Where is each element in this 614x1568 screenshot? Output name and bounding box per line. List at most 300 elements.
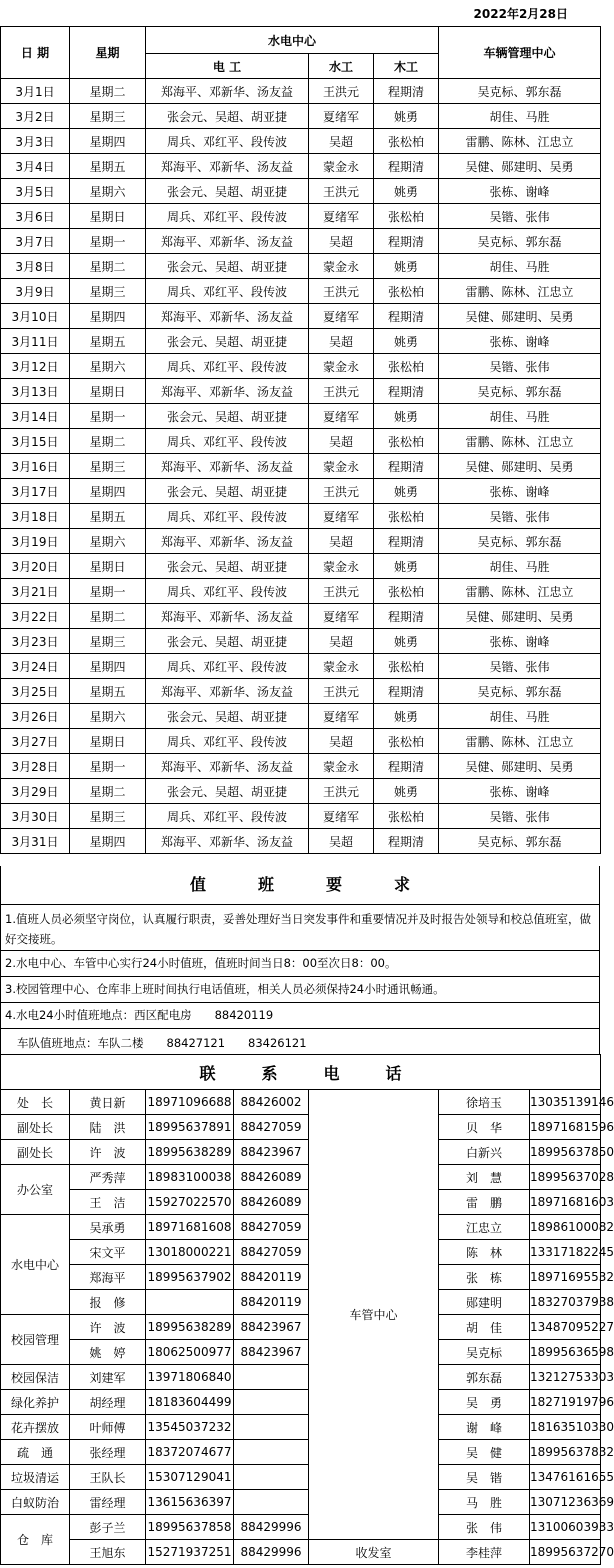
electrician-column-header: 电 工 (146, 54, 309, 79)
date-cell: 3月25日 (1, 679, 70, 704)
vehicle-cell: 张栋、谢峰 (439, 179, 601, 204)
contact-mobile: 18995637891 (146, 1115, 234, 1140)
date-cell: 3月27日 (1, 729, 70, 754)
contact-mobile: 15307129041 (146, 1465, 234, 1490)
electrician-cell: 张会元、吴超、胡亚捷 (146, 779, 309, 804)
date-cell: 3月3日 (1, 129, 70, 154)
plumber-cell: 蒙金永 (309, 154, 374, 179)
contact-office-phone: 88423967 (234, 1315, 309, 1340)
schedule-row (1, 779, 601, 804)
date-cell: 3月28日 (1, 754, 70, 779)
schedule-row (1, 629, 601, 654)
contact-office-phone: 88423967 (234, 1340, 309, 1365)
duty-requirements (0, 866, 600, 1055)
schedule-row (1, 579, 601, 604)
contact-name: 王队长 (70, 1465, 146, 1490)
plumber-cell: 王洪元 (309, 279, 374, 304)
contact-name: 胡 佳 (439, 1315, 530, 1340)
weekday-cell: 星期四 (70, 304, 146, 329)
contact-name: 白新兴 (439, 1140, 530, 1165)
schedule-row (1, 729, 601, 754)
electrician-cell: 张会元、吴超、胡亚捷 (146, 629, 309, 654)
date-cell: 3月7日 (1, 229, 70, 254)
weekday-cell: 星期五 (70, 679, 146, 704)
electrician-cell: 郑海平、邓新华、汤友益 (146, 379, 309, 404)
plumber-cell: 蒙金永 (309, 454, 374, 479)
weekday-cell: 星期三 (70, 629, 146, 654)
date-cell: 3月18日 (1, 504, 70, 529)
schedule-row (1, 404, 601, 429)
contact-office-phone: 88427059 (234, 1240, 309, 1265)
schedule-row (1, 754, 601, 779)
electrician-cell: 郑海平、邓新华、汤友益 (146, 454, 309, 479)
weekday-cell: 星期日 (70, 554, 146, 579)
contact-name: 张经理 (70, 1440, 146, 1465)
weekday-cell: 星期二 (70, 604, 146, 629)
contact-name: 吴克标 (439, 1340, 530, 1365)
vehicle-cell: 吴锴、张伟 (439, 504, 601, 529)
contact-mobile: 13071236369 (530, 1490, 601, 1515)
date-cell: 3月26日 (1, 704, 70, 729)
date-cell: 3月22日 (1, 604, 70, 629)
plumber-cell: 吴超 (309, 229, 374, 254)
weekday-cell: 星期一 (70, 404, 146, 429)
date-cell: 3月20日 (1, 554, 70, 579)
date-cell: 3月30日 (1, 804, 70, 829)
contact-mobile: 18986100082 (530, 1215, 601, 1240)
contact-row (1, 1290, 601, 1315)
carpenter-cell: 姚勇 (374, 404, 439, 429)
schedule-row (1, 679, 601, 704)
carpenter-cell: 姚勇 (374, 479, 439, 504)
electrician-cell: 郑海平、邓新华、汤友益 (146, 154, 309, 179)
plumber-cell: 王洪元 (309, 179, 374, 204)
contact-mobile: 13317182245 (530, 1240, 601, 1265)
contact-name: 雷经理 (70, 1490, 146, 1515)
plumber-cell: 蒙金永 (309, 354, 374, 379)
contact-mobile: 18183604499 (146, 1390, 234, 1415)
contact-mobile: 15271937251 (146, 1540, 234, 1565)
contact-mobile: 18163510330 (530, 1415, 601, 1440)
plumber-cell: 夏绪军 (309, 404, 374, 429)
contact-name: 张 伟 (439, 1515, 530, 1540)
plumber-cell: 吴超 (309, 329, 374, 354)
contact-name: 马 胜 (439, 1490, 530, 1515)
contact-name: 江忠立 (439, 1215, 530, 1240)
schedule-row (1, 279, 601, 304)
schedule-row (1, 479, 601, 504)
vehicle-cell: 胡佳、马胜 (439, 704, 601, 729)
contact-mobile: 13545037232 (146, 1415, 234, 1440)
contact-name: 郑海平 (70, 1265, 146, 1290)
carpenter-cell: 张松柏 (374, 729, 439, 754)
electrician-cell: 周兵、邓红平、段传波 (146, 204, 309, 229)
contact-name: 陈 林 (439, 1240, 530, 1265)
schedule-row (1, 429, 601, 454)
contacts-table (0, 1054, 614, 1565)
schedule-date: 2022年2月28日 (473, 7, 568, 21)
contact-mobile: 18971681603 (530, 1190, 601, 1215)
contact-mobile: 13212753303 (530, 1365, 601, 1390)
date-cell: 3月14日 (1, 404, 70, 429)
department-cell: 白蚁防治 (1, 1490, 70, 1515)
weekday-cell: 星期四 (70, 654, 146, 679)
electrician-cell: 张会元、吴超、胡亚捷 (146, 329, 309, 354)
electrician-cell: 郑海平、邓新华、汤友益 (146, 604, 309, 629)
schedule-row (1, 654, 601, 679)
carpenter-cell: 程期清 (374, 154, 439, 179)
date-cell: 3月19日 (1, 529, 70, 554)
contact-name: 贝 华 (439, 1115, 530, 1140)
electrician-cell: 郑海平、邓新华、汤友益 (146, 304, 309, 329)
electrician-cell: 张会元、吴超、胡亚捷 (146, 404, 309, 429)
vehicle-cell: 吴锴、张伟 (439, 804, 601, 829)
electrician-cell: 张会元、吴超、胡亚捷 (146, 554, 309, 579)
contact-name: 谢 峰 (439, 1415, 530, 1440)
carpenter-cell: 姚勇 (374, 104, 439, 129)
contact-name: 许 波 (70, 1315, 146, 1340)
contact-mobile: 18995637270 (530, 1540, 601, 1565)
plumber-cell: 吴超 (309, 829, 374, 854)
contacts-title-row (1, 1055, 601, 1090)
vehicle-cell: 雷鹏、陈林、江忠立 (439, 579, 601, 604)
carpenter-cell: 张松柏 (374, 279, 439, 304)
contact-name: 王 洁 (70, 1190, 146, 1215)
date-cell: 3月6日 (1, 204, 70, 229)
schedule-row (1, 304, 601, 329)
contact-name: 许 波 (70, 1140, 146, 1165)
contact-office-phone (234, 1390, 309, 1415)
contact-name: 李桂萍 (439, 1540, 530, 1565)
contact-name: 吴 锴 (439, 1465, 530, 1490)
contact-row (1, 1465, 601, 1490)
weekday-cell: 星期二 (70, 79, 146, 104)
contact-row (1, 1515, 601, 1540)
vehicle-center-dept: 车管中心 (309, 1090, 439, 1540)
contact-mobile: 18971096688 (146, 1090, 234, 1115)
carpenter-cell: 姚勇 (374, 254, 439, 279)
electrician-cell: 郑海平、邓新华、汤友益 (146, 79, 309, 104)
contact-mobile (146, 1290, 234, 1315)
plumber-cell: 吴超 (309, 629, 374, 654)
date-cell: 3月17日 (1, 479, 70, 504)
contact-office-phone: 88429996 (234, 1540, 309, 1565)
weekday-cell: 星期六 (70, 529, 146, 554)
contact-office-phone (234, 1415, 309, 1440)
contact-row (1, 1440, 601, 1465)
date-column-header: 日 期 (1, 27, 70, 79)
vehicle-cell: 雷鹏、陈林、江忠立 (439, 429, 601, 454)
weekday-cell: 星期四 (70, 479, 146, 504)
plumber-cell: 王洪元 (309, 479, 374, 504)
schedule-row (1, 104, 601, 129)
schedule-row (1, 79, 601, 104)
date-cell: 3月4日 (1, 154, 70, 179)
contact-mobile: 13476161655 (530, 1465, 601, 1490)
schedule-row (1, 379, 601, 404)
contact-row (1, 1215, 601, 1240)
contact-name: 王旭东 (70, 1540, 146, 1565)
schedule-row (1, 454, 601, 479)
schedule-row (1, 229, 601, 254)
contact-row (1, 1265, 601, 1290)
electrician-cell: 郑海平、邓新华、汤友益 (146, 829, 309, 854)
date-cell: 3月11日 (1, 329, 70, 354)
department-cell: 处 长 (1, 1090, 70, 1115)
schedule-row (1, 154, 601, 179)
schedule-row (1, 204, 601, 229)
department-cell: 副处长 (1, 1115, 70, 1140)
date-cell: 3月21日 (1, 579, 70, 604)
weekday-cell: 星期一 (70, 579, 146, 604)
contact-office-phone (234, 1365, 309, 1390)
electrician-cell: 张会元、吴超、胡亚捷 (146, 104, 309, 129)
vehicle-cell: 吴克标、郭东磊 (439, 529, 601, 554)
contact-row (1, 1340, 601, 1365)
water-electric-group-header: 水电中心 (146, 27, 439, 54)
electrician-cell: 郑海平、邓新华、汤友益 (146, 529, 309, 554)
plumber-cell: 夏绪军 (309, 204, 374, 229)
contact-row (1, 1390, 601, 1415)
weekday-cell: 星期四 (70, 129, 146, 154)
schedule-row (1, 529, 601, 554)
contact-row (1, 1140, 601, 1165)
plumber-cell: 吴超 (309, 429, 374, 454)
schedule-row (1, 254, 601, 279)
carpenter-cell: 程期清 (374, 604, 439, 629)
electrician-cell: 周兵、邓红平、段传波 (146, 729, 309, 754)
carpenter-cell: 程期清 (374, 829, 439, 854)
carpenter-cell: 张松柏 (374, 129, 439, 154)
contact-office-phone: 88423967 (234, 1140, 309, 1165)
contact-name: 报 修 (70, 1290, 146, 1315)
contact-mobile: 15927022570 (146, 1190, 234, 1215)
plumber-cell: 夏绪军 (309, 304, 374, 329)
contact-row (1, 1090, 601, 1115)
contact-mobile: 13971806840 (146, 1365, 234, 1390)
vehicle-cell: 吴健、郧建明、吴勇 (439, 604, 601, 629)
carpenter-cell: 姚勇 (374, 629, 439, 654)
vehicle-cell: 张栋、谢峰 (439, 629, 601, 654)
contact-office-phone (234, 1440, 309, 1465)
fleet-duty-note: 车队值班地点：车队二楼 88427121 83426121 (17, 1036, 307, 1050)
carpenter-cell: 张松柏 (374, 804, 439, 829)
schedule-row (1, 504, 601, 529)
vehicle-cell: 张栋、谢峰 (439, 329, 601, 354)
contact-office-phone: 88426002 (234, 1090, 309, 1115)
contact-office-phone (234, 1465, 309, 1490)
contact-mobile: 18995638289 (146, 1315, 234, 1340)
plumber-cell: 夏绪军 (309, 704, 374, 729)
plumber-column-header: 水工 (309, 54, 374, 79)
contact-mobile: 18995637902 (146, 1265, 234, 1290)
contact-office-phone: 88426089 (234, 1165, 309, 1190)
electrician-cell: 周兵、邓红平、段传波 (146, 654, 309, 679)
vehicle-cell: 吴克标、郭东磊 (439, 379, 601, 404)
contact-name: 张 栋 (439, 1265, 530, 1290)
contact-row (1, 1115, 601, 1140)
date-cell: 3月16日 (1, 454, 70, 479)
date-cell: 3月1日 (1, 79, 70, 104)
weekday-column-header: 星期 (70, 27, 146, 79)
carpenter-cell: 程期清 (374, 79, 439, 104)
vehicle-cell: 吴健、郧建明、吴勇 (439, 754, 601, 779)
vehicle-cell: 张栋、谢峰 (439, 779, 601, 804)
contact-office-phone: 88426089 (234, 1190, 309, 1215)
carpenter-cell: 程期清 (374, 679, 439, 704)
date-cell: 3月12日 (1, 354, 70, 379)
contact-name: 郭东磊 (439, 1365, 530, 1390)
date-cell: 3月5日 (1, 179, 70, 204)
carpenter-cell: 张松柏 (374, 504, 439, 529)
weekday-cell: 星期三 (70, 454, 146, 479)
plumber-cell: 吴超 (309, 729, 374, 754)
department-cell: 校园管理 (1, 1315, 70, 1365)
requirement-item: 2.水电中心、车管中心实行24小时值班，值班时间当日8：00至次日8：00。 (1, 951, 599, 977)
department-cell: 垃圾清运 (1, 1465, 70, 1490)
contact-office-phone: 88427059 (234, 1115, 309, 1140)
electrician-cell: 张会元、吴超、胡亚捷 (146, 179, 309, 204)
contact-mobile: 18995637832 (530, 1440, 601, 1465)
plumber-cell: 蒙金永 (309, 254, 374, 279)
weekday-cell: 星期六 (70, 354, 146, 379)
carpenter-cell: 张松柏 (374, 204, 439, 229)
contact-mobile: 18271919796 (530, 1390, 601, 1415)
vehicle-cell: 吴锴、张伟 (439, 204, 601, 229)
schedule-row (1, 804, 601, 829)
contact-row (1, 1490, 601, 1515)
date-cell: 3月2日 (1, 104, 70, 129)
carpenter-cell: 程期清 (374, 454, 439, 479)
requirement-item: 1.值班人员必须坚守岗位，认真履行职责，妥善处理好当日突发事件和重要情况并及时报告处领导和校总值班室，做好交接班。 (1, 905, 599, 951)
electrician-cell: 周兵、邓红平、段传波 (146, 279, 309, 304)
weekday-cell: 星期二 (70, 429, 146, 454)
vehicle-cell: 吴克标、郭东磊 (439, 79, 601, 104)
electrician-cell: 周兵、邓红平、段传波 (146, 129, 309, 154)
contact-name: 陆 洪 (70, 1115, 146, 1140)
plumber-cell: 王洪元 (309, 379, 374, 404)
contact-mobile: 18995638289 (146, 1140, 234, 1165)
weekday-cell: 星期二 (70, 254, 146, 279)
contact-name: 吴 健 (439, 1440, 530, 1465)
mailroom-dept: 收发室 (309, 1540, 439, 1565)
vehicle-cell: 吴克标、郭东磊 (439, 229, 601, 254)
weekday-cell: 星期一 (70, 229, 146, 254)
schedule-row (1, 704, 601, 729)
schedule-row (1, 604, 601, 629)
contact-name: 胡经理 (70, 1390, 146, 1415)
contact-mobile: 18062500977 (146, 1340, 234, 1365)
carpenter-cell: 张松柏 (374, 654, 439, 679)
carpenter-cell: 姚勇 (374, 779, 439, 804)
duty-schedule-table (0, 26, 601, 854)
electrician-cell: 张会元、吴超、胡亚捷 (146, 254, 309, 279)
schedule-row (1, 179, 601, 204)
contact-row (1, 1540, 601, 1565)
contact-name: 叶师傅 (70, 1415, 146, 1440)
contact-name: 吴 勇 (439, 1390, 530, 1415)
date-header (0, 0, 600, 26)
contact-mobile: 18971695532 (530, 1265, 601, 1290)
vehicle-cell: 吴克标、郭东磊 (439, 829, 601, 854)
carpenter-cell: 张松柏 (374, 354, 439, 379)
carpenter-cell: 姚勇 (374, 329, 439, 354)
schedule-row (1, 329, 601, 354)
contact-office-phone: 88420119 (234, 1290, 309, 1315)
contact-name: 宋文平 (70, 1240, 146, 1265)
plumber-cell: 蒙金永 (309, 554, 374, 579)
date-cell: 3月10日 (1, 304, 70, 329)
weekday-cell: 星期五 (70, 504, 146, 529)
electrician-cell: 周兵、邓红平、段传波 (146, 504, 309, 529)
carpenter-cell: 张松柏 (374, 429, 439, 454)
date-cell: 3月31日 (1, 829, 70, 854)
contact-name: 刘建军 (70, 1365, 146, 1390)
plumber-cell: 夏绪军 (309, 104, 374, 129)
contact-mobile: 18995637858 (146, 1515, 234, 1540)
weekday-cell: 星期一 (70, 754, 146, 779)
plumber-cell: 夏绪军 (309, 604, 374, 629)
contact-row (1, 1240, 601, 1265)
electrician-cell: 张会元、吴超、胡亚捷 (146, 479, 309, 504)
vehicle-cell: 吴克标、郭东磊 (439, 679, 601, 704)
date-cell: 3月23日 (1, 629, 70, 654)
carpenter-column-header: 木工 (374, 54, 439, 79)
electrician-cell: 张会元、吴超、胡亚捷 (146, 704, 309, 729)
carpenter-cell: 程期清 (374, 379, 439, 404)
schedule-row (1, 129, 601, 154)
contact-office-phone: 88427059 (234, 1215, 309, 1240)
contact-name: 彭子兰 (70, 1515, 146, 1540)
schedule-row (1, 829, 601, 854)
weekday-cell: 星期五 (70, 154, 146, 179)
contact-name: 雷 鹏 (439, 1190, 530, 1215)
vehicle-cell: 胡佳、马胜 (439, 554, 601, 579)
contact-mobile: 13018000221 (146, 1240, 234, 1265)
carpenter-cell: 程期清 (374, 754, 439, 779)
carpenter-cell: 姚勇 (374, 179, 439, 204)
weekday-cell: 星期三 (70, 279, 146, 304)
plumber-cell: 蒙金永 (309, 654, 374, 679)
weekday-cell: 星期六 (70, 704, 146, 729)
weekday-cell: 星期二 (70, 779, 146, 804)
vehicle-cell: 吴健、郧建明、吴勇 (439, 454, 601, 479)
vehicle-cell: 雷鹏、陈林、江忠立 (439, 729, 601, 754)
weekday-cell: 星期三 (70, 104, 146, 129)
contact-mobile: 18983100038 (146, 1165, 234, 1190)
vehicle-cell: 吴健、郧建明、吴勇 (439, 154, 601, 179)
plumber-cell: 夏绪军 (309, 504, 374, 529)
plumber-cell: 夏绪军 (309, 804, 374, 829)
weekday-cell: 星期日 (70, 204, 146, 229)
contact-mobile: 18995637850 (530, 1140, 601, 1165)
date-cell: 3月15日 (1, 429, 70, 454)
department-cell: 仓 库 (1, 1515, 70, 1565)
contact-name: 刘 慧 (439, 1165, 530, 1190)
contact-mobile: 18971681608 (146, 1215, 234, 1240)
plumber-cell: 王洪元 (309, 79, 374, 104)
vehicle-column-header: 车辆管理中心 (439, 27, 601, 79)
requirements-title: 值班要求 (1, 866, 599, 905)
date-cell: 3月13日 (1, 379, 70, 404)
date-cell: 3月29日 (1, 779, 70, 804)
contact-row (1, 1190, 601, 1215)
department-cell: 办公室 (1, 1165, 70, 1215)
contact-row (1, 1365, 601, 1390)
contact-name: 徐培玉 (439, 1090, 530, 1115)
contact-mobile: 18327037938 (530, 1290, 601, 1315)
schedule-row (1, 354, 601, 379)
